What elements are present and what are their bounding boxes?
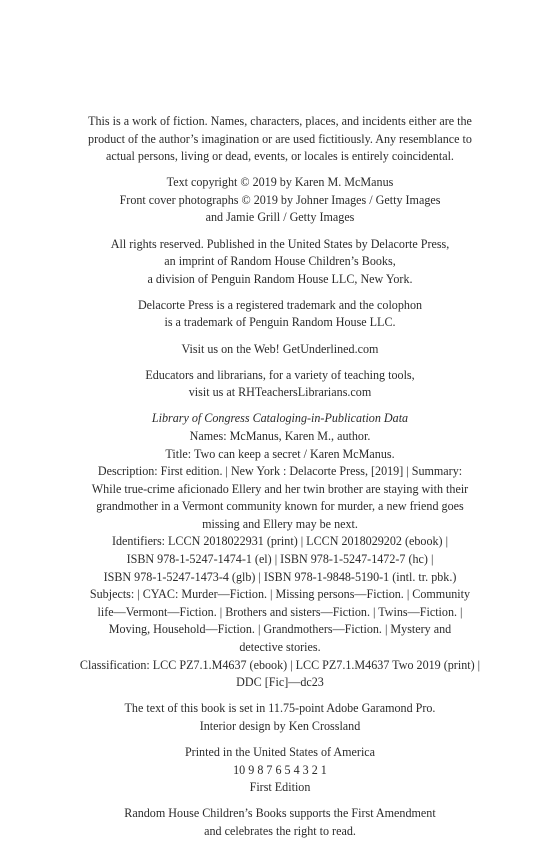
cip-line: Classification: LCC PZ7.1.M4637 (ebook) | LCC PZ7.1.M4637 Two 2019 (print) | (79, 657, 481, 672)
cip-line: Identifiers: LCCN 2018022931 (print) | LCCN 2018029202 (ebook) | (111, 534, 449, 549)
printing-line: Printed in the United States of America (184, 745, 376, 759)
amendment-line: and celebrates the right to read. (204, 823, 356, 838)
trademark-notice (0, 297, 560, 332)
web-notice (0, 341, 560, 359)
cip-line: Description: First edition. | New York : Delacorte Press, [2019] | Summary: (97, 464, 463, 479)
fiction-notice (0, 113, 560, 166)
copyright-line: Front cover photographs © 2019 by Johner Images / Getty Images (119, 192, 441, 207)
fiction-notice-line: product of the author’s imagination or are used fictitiously. Any resemblance to (88, 131, 472, 146)
cip-heading: Library of Congress Cataloging-in-Publication Data (151, 411, 409, 426)
cip-line: detective stories. (239, 640, 321, 655)
cip-line: DDC [Fic]—dc23 (236, 675, 324, 690)
rights-line: All rights reserved. Published in the United States by Delacorte Press, (110, 236, 450, 251)
fiction-notice-line: actual persons, living or dead, events, or locales is entirely coincidental. (106, 149, 454, 164)
typography-notice (0, 700, 560, 735)
cip-line: Names: McManus, Karen M., author. (189, 428, 371, 443)
cip-line: While true-crime aficionado Ellery and her twin brother are staying with their (91, 481, 469, 496)
fiction-notice-line: This is a work of fiction. Names, characters, places, and incidents either are the (88, 114, 472, 128)
copyright-page (0, 113, 560, 849)
copyright-line: Text copyright © 2019 by Karen M. McManus (166, 175, 394, 190)
cip-line: Title: Two can keep a secret / Karen McManus. (165, 446, 395, 461)
rights-notice (0, 236, 560, 289)
cip-line: Moving, Household—Fiction. | Grandmothers—Fiction. | Mystery and (108, 622, 452, 637)
cip-line: ISBN 978-1-5247-1473-4 (glb) | ISBN 978-1-9848-5190-1 (intl. tr. pbk.) (103, 569, 457, 584)
amendment-notice (0, 805, 560, 840)
cip-line: ISBN 978-1-5247-1474-1 (el) | ISBN 978-1-5247-1472-7 (hc) | (126, 552, 434, 567)
cip-line: Subjects: | CYAC: Murder—Fiction. | Missing persons—Fiction. | Community (89, 587, 471, 602)
cip-line: missing and Ellery may be next. (202, 516, 358, 531)
typography-line: The text of this book is set in 11.75-point Adobe Garamond Pro. (124, 701, 436, 716)
educators-line: visit us at RHTeachersLibrarians.com (188, 385, 372, 400)
educators-line: Educators and librarians, for a variety of teaching tools, (145, 367, 415, 382)
copyright-notice (0, 174, 560, 227)
rights-line: an imprint of Random House Children’s Books, (164, 254, 396, 269)
edition-line: First Edition (249, 780, 311, 795)
printing-number-line: 10 9 8 7 6 5 4 3 2 1 (233, 762, 327, 777)
rights-line: a division of Penguin Random House LLC, New York. (147, 271, 413, 286)
typography-line: Interior design by Ken Crossland (199, 718, 361, 733)
educators-notice (0, 367, 560, 402)
cip-line: life—Vermont—Fiction. | Brothers and sisters—Fiction. | Twins—Fiction. | (97, 604, 463, 619)
amendment-line: Random House Children’s Books supports the First Amendment (124, 806, 436, 821)
trademark-line: Delacorte Press is a registered trademark and the colophon (137, 297, 423, 312)
copyright-line: and Jamie Grill / Getty Images (205, 210, 355, 225)
cip-line: grandmother in a Vermont community known for murder, a new friend goes (96, 499, 464, 514)
cip-data (0, 410, 560, 692)
trademark-line: is a trademark of Penguin Random House LLC. (164, 315, 396, 330)
web-line: Visit us on the Web! GetUnderlined.com (181, 341, 379, 356)
printing-notice (0, 744, 560, 797)
